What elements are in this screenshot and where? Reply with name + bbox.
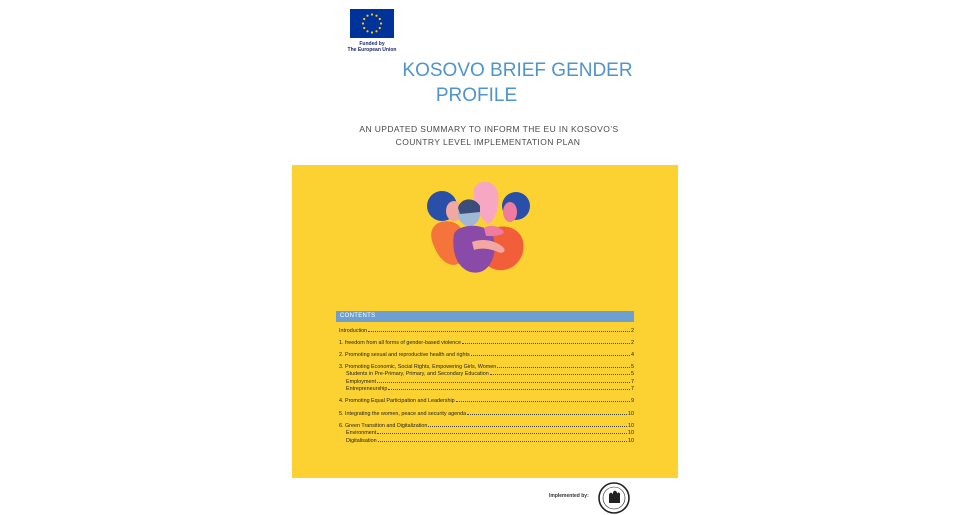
subtitle-line1: AN UPDATED SUMMARY TO INFORM THE EU IN KOSOVO’S <box>359 124 619 134</box>
eu-star <box>375 30 377 32</box>
toc-entry-page: 4 <box>631 351 634 358</box>
group-of-people-illustration <box>424 178 534 278</box>
toc-entry-page: 2 <box>631 339 634 346</box>
eu-star <box>380 22 382 24</box>
toc-entry-page: 5 <box>631 363 634 370</box>
toc-entry[interactable] <box>336 378 634 386</box>
toc-entry[interactable] <box>336 410 634 418</box>
toc-entry-label: 5. Integrating the women, peace and security agenda <box>339 410 467 417</box>
toc-entry-label: Students in Pre-Primary, Primary, and Secondary Education <box>346 371 489 378</box>
toc-dot-leader <box>471 351 630 356</box>
toc-dot-leader <box>377 429 627 434</box>
eu-flag-logo <box>350 9 394 38</box>
toc-entry[interactable] <box>336 397 634 405</box>
toc-dot-leader <box>490 370 630 375</box>
toc-dot-leader <box>377 378 630 383</box>
eu-star <box>362 22 364 24</box>
implemented-by-label: Implemented by: <box>549 493 589 499</box>
toc-entry[interactable] <box>336 385 634 393</box>
toc-entry-page: 5 <box>631 371 634 378</box>
toc-entry-label: 2. Promoting sexual and reproductive health and rights <box>339 351 470 358</box>
eu-star <box>366 30 368 32</box>
title-line1: KOSOVO BRIEF GENDER <box>402 60 633 81</box>
toc-dot-leader <box>462 339 630 344</box>
eu-star <box>371 31 373 33</box>
toc-entry-label: Employment <box>346 378 376 385</box>
eu-caption-line1: Funded by <box>359 41 385 47</box>
toc-entry-label: 6. Green Transition and Digitalization <box>339 422 428 429</box>
eu-star <box>363 18 365 20</box>
toc-entry-label: 3. Promoting Economic, Social Rights, Empowering Girls, Women <box>339 363 497 370</box>
implementer-logo <box>597 481 631 515</box>
toc-entry-page: 10 <box>628 422 634 429</box>
toc-entry-label: Environment <box>346 430 377 437</box>
document-subtitle <box>0 123 970 149</box>
toc-entry[interactable] <box>336 429 634 437</box>
toc-entry-label: 4. Promoting Equal Participation and Leadership <box>339 398 455 405</box>
toc-entry-page: 10 <box>628 410 634 417</box>
document-title <box>0 58 970 108</box>
table-of-contents <box>336 311 634 444</box>
toc-entry-label: 1. freedom from all forms of gender-based violence <box>339 339 461 346</box>
contents-header: CONTENTS <box>336 311 634 322</box>
toc-dot-leader <box>378 437 627 442</box>
toc-dot-leader <box>428 422 627 427</box>
toc-entry[interactable] <box>336 363 634 371</box>
toc-dot-leader <box>388 385 630 390</box>
eu-star <box>379 27 381 29</box>
eu-star <box>379 18 381 20</box>
eu-star <box>371 13 373 15</box>
toc-entry[interactable] <box>336 351 634 359</box>
toc-entry-label: Introduction <box>339 327 368 334</box>
toc-entry-page: 10 <box>628 437 634 444</box>
toc-entry-page: 7 <box>631 386 634 393</box>
toc-entry-page: 10 <box>628 430 634 437</box>
toc-entry-label: Entrepreneurship <box>346 386 388 393</box>
eu-caption-line2: The European Union <box>347 47 397 53</box>
toc-entry[interactable] <box>336 339 634 347</box>
toc-dot-leader <box>368 327 630 332</box>
subtitle-line2: COUNTRY LEVEL IMPLEMENTATION PLAN <box>395 137 581 147</box>
toc-entry-page: 2 <box>631 327 634 334</box>
eu-star <box>363 27 365 29</box>
toc-dot-leader <box>456 397 630 402</box>
title-line2: PROFILE <box>435 85 518 106</box>
toc-entry[interactable] <box>336 422 634 430</box>
toc-entry-label: Digitalisation <box>346 437 377 444</box>
toc-dot-leader <box>497 363 630 368</box>
toc-dot-leader <box>467 410 627 415</box>
eu-funding-caption <box>336 41 408 53</box>
eu-star <box>366 15 368 17</box>
toc-entry[interactable] <box>336 327 634 335</box>
eu-star <box>375 15 377 17</box>
toc-entry-page: 9 <box>631 398 634 405</box>
toc-entry[interactable] <box>336 370 634 378</box>
toc-entry[interactable] <box>336 437 634 445</box>
toc-list <box>336 322 634 444</box>
toc-entry-page: 7 <box>631 378 634 385</box>
